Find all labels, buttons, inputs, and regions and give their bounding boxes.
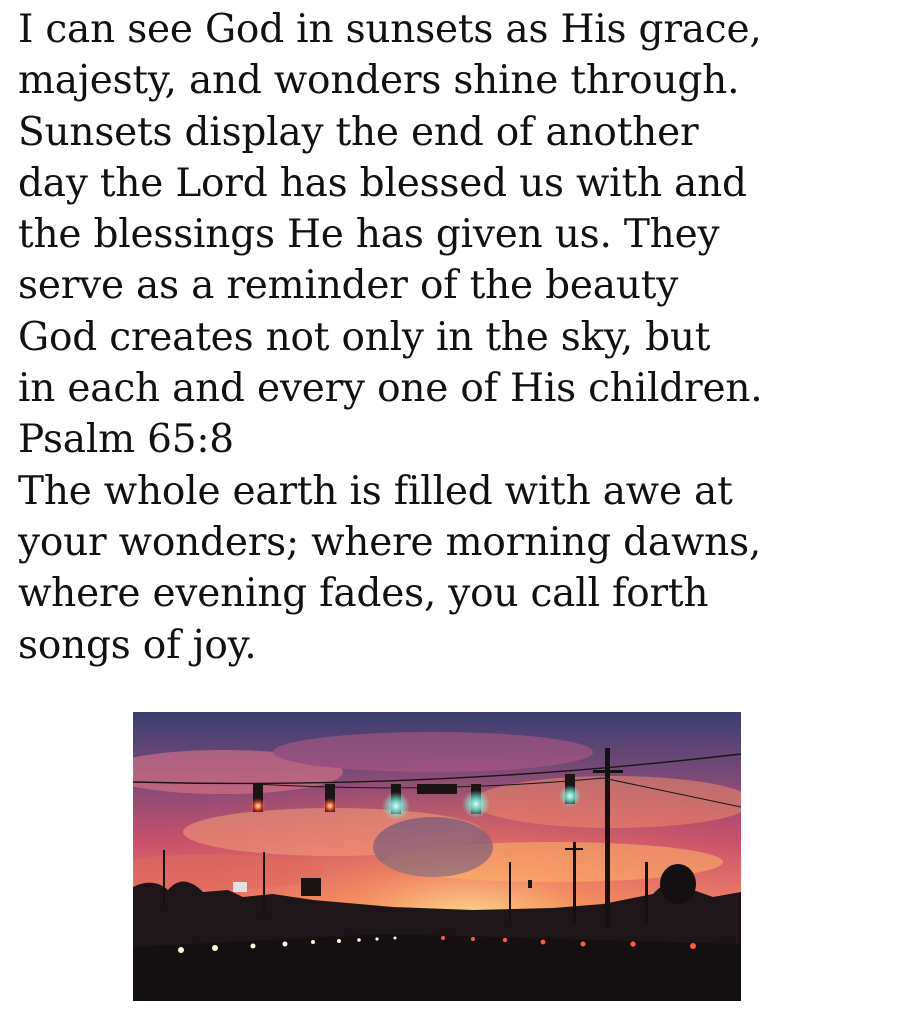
reflection-line: Sunsets display the end of another (18, 109, 699, 155)
text-block (18, 4, 888, 671)
reflection-line: majesty, and wonders shine through. (18, 58, 740, 104)
reflection-line: day the Lord has blessed us with and (18, 160, 747, 206)
scripture-line: songs of joy. (18, 622, 257, 668)
scripture-line: where evening fades, you call forth (18, 571, 709, 617)
reflection-line: the blessings He has given us. They (18, 212, 720, 258)
scripture-line: The whole earth is filled with awe at (18, 468, 733, 514)
reflection-line: God creates not only in the sky, but (18, 314, 711, 360)
sunset-photo (133, 712, 741, 1001)
reflection-line: I can see God in sunsets as His grace, (18, 7, 762, 52)
scripture-line: your wonders; where morning dawns, (18, 519, 762, 565)
scripture-reference: Psalm 65:8 (18, 417, 234, 463)
reflection-line: serve as a reminder of the beauty (18, 263, 679, 309)
reflection-line: in each and every one of His children. (18, 366, 763, 412)
